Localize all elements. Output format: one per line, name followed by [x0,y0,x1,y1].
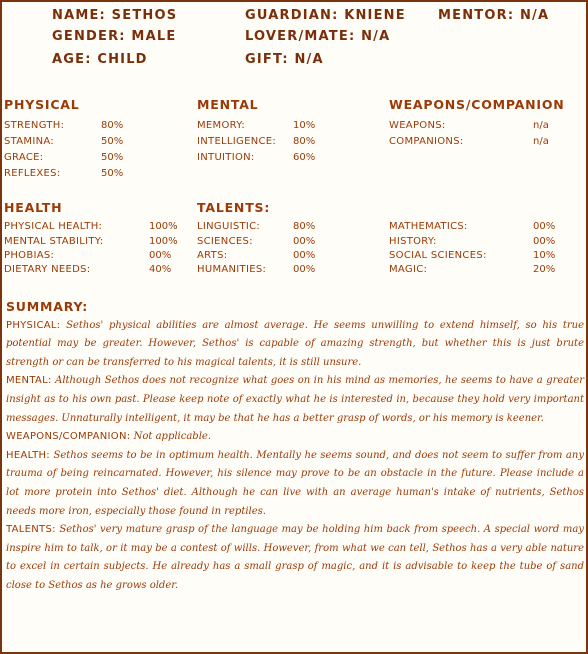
stat-value: 50% [101,136,124,147]
name-field: NAME: SETHOS [52,8,178,23]
summary-physical [6,317,584,373]
stat-value: 100% [149,221,178,232]
summary-physical-label: PHYSICAL: [6,319,61,331]
stat-value: 40% [149,264,172,275]
stat-value: 10% [533,250,556,261]
summary-mental [6,372,584,428]
summary-section [6,298,584,596]
stat-label: LINGUISTIC: [197,221,261,232]
summary-mental-text: Although Sethos does not recognize what goes on in his mind as memories, he seems to have a greater insight as to his own past. Please keep note of exactly what he is interested in, because they hold very important messages. Unnaturally intelligent, it may be that he has a better grasp of words, or his memory is keener. [6,375,584,424]
stat-value: 00% [293,236,316,247]
stat-label: DIETARY NEEDS: [4,264,91,275]
weapons-title: WEAPONS/COMPANION [389,97,565,112]
stat-value: n/a [533,136,549,147]
physical-title: PHYSICAL [4,97,80,112]
guardian-field: GUARDIAN: KNIENE [245,8,406,23]
summary-talents-text: Sethos' very mature grasp of the language may be holding him back from speech. A special word may inspire him to talk, or it may be a contest of wills. However, from what we can tell, Sethos has a very able nature to excel in certain subjects. He already has a small grasp of magic, and it is advisable to keep the tube of sand close to Sethos as he grows older. [6,524,584,591]
stat-value: 50% [101,168,124,179]
stat-value: 50% [101,152,124,163]
stat-label: SCIENCES: [197,236,253,247]
stat-label: MAGIC: [389,264,428,275]
lover-field: LOVER/MATE: N/A [245,29,391,44]
gift-field: GIFT: N/A [245,52,324,67]
stat-label: STAMINA: [4,136,55,147]
age-field: AGE: CHILD [52,52,148,67]
summary-mental-label: MENTAL: [6,375,52,387]
gender-field: GENDER: MALE [52,29,177,44]
summary-health [6,447,584,521]
stat-label: MATHEMATICS: [389,221,468,232]
summary-weapons-label: WEAPONS/COMPANION: [6,431,131,443]
stat-value: 10% [293,120,316,131]
stat-value: 100% [149,236,178,247]
stat-label: INTELLIGENCE: [197,136,277,147]
stat-value: 00% [533,236,556,247]
stat-label: COMPANIONS: [389,136,464,147]
stat-value: 00% [149,250,172,261]
stat-label: PHYSICAL HEALTH: [4,221,103,232]
summary-talents-label: TALENTS: [6,524,56,536]
stat-label: PHOBIAS: [4,250,55,261]
summary-weapons [6,428,584,447]
stat-value: 60% [293,152,316,163]
health-title: HEALTH [4,200,63,215]
stat-label: STRENGTH: [4,120,65,131]
stat-value: 20% [533,264,556,275]
summary-physical-text: Sethos' physical abilities are almost average. He seems unwilling to extend himself, so his true potential may be greater. However, Sethos' is capable of amazing strength, but whether this is just brute strength or can be transferred to his magical talents, it is still unsure. [6,319,584,368]
mentor-field: MENTOR: N/A [438,8,550,23]
stat-value: 80% [101,120,124,131]
summary-health-text: Sethos seems to be in optimum health. Mentally he seems sound, and does not seem to suffer from any trauma of being reincarnated. However, his silence may prove to be an obstacle in the future. Please include a lot more protein into Sethos' diet. Although he can live with an average human's intake of nutrients, Sethos needs more iron, especially those found in reptiles. [6,449,584,517]
stat-value: n/a [533,120,549,131]
stat-label: MENTAL STABILITY: [4,236,104,247]
talents-title: TALENTS: [197,200,271,215]
stat-label: HUMANITIES: [197,264,267,275]
stat-value: 00% [293,264,316,275]
stat-label: MEMORY: [197,120,246,131]
stat-label: WEAPONS: [389,120,446,131]
stat-label: REFLEXES: [4,168,61,179]
stat-value: 00% [293,250,316,261]
stat-value: 00% [533,221,556,232]
mental-title: MENTAL [197,97,259,112]
header [2,2,586,78]
stat-value: 80% [293,221,316,232]
summary-title: SUMMARY: [6,299,89,314]
stat-value: 80% [293,136,316,147]
stat-label: ARTS: [197,250,228,261]
summary-talents [6,521,584,595]
stat-label: GRACE: [4,152,44,163]
stat-label: HISTORY: [389,236,437,247]
stat-label: SOCIAL SCIENCES: [389,250,487,261]
summary-health-label: HEALTH: [6,449,50,461]
stat-label: INTUITION: [197,152,255,163]
summary-weapons-text: Not applicable. [133,431,211,443]
